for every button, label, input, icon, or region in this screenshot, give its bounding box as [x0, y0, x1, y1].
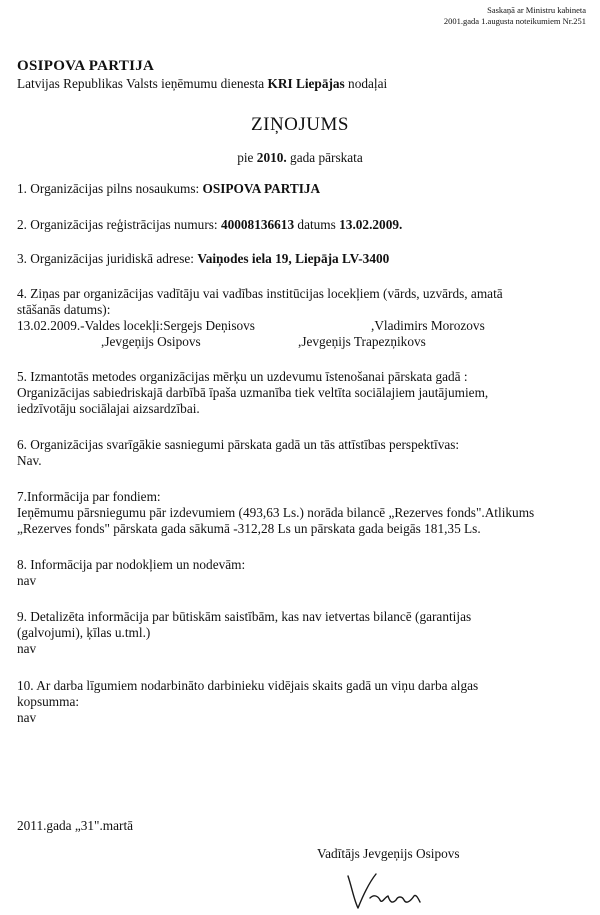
document-subtitle	[0, 150, 600, 166]
item-2	[17, 217, 402, 233]
item-8-line1: 8. Informācija par nodokļiem un nodevām:	[17, 557, 246, 572]
report-year: 2010.	[256, 150, 287, 165]
item-3	[17, 251, 389, 267]
item-1-label: 1. Organizācijas pilns nosaukums:	[17, 181, 203, 196]
item-2-mid: datums	[294, 217, 340, 232]
addressee-prefix: Latvijas Republikas Valsts ieņēmumu dienesta	[17, 76, 268, 91]
addressee-office: KRI Liepājas	[267, 76, 345, 91]
item-1-value: OSIPOVA PARTIJA	[202, 181, 321, 196]
item-2-label: 2. Organizācijas reģistrācijas numurs:	[17, 217, 221, 232]
report-date: 2011.gada „31".martā	[17, 818, 134, 833]
item-6-line1: 6. Organizācijas svarīgākie sasniegumi pārskata gadā un tās attīstības perspektīvas:	[17, 437, 460, 452]
board-member-morozovs: ,Vladimirs Morozovs	[371, 318, 485, 333]
subtitle-prefix: pie	[237, 150, 257, 165]
item-5-line1: 5. Izmantotās metodes organizācijas mērķu un uzdevumu īstenošanai pārskata gadā :	[17, 369, 468, 384]
item-7-line1: 7.Informācija par fondiem:	[17, 489, 161, 504]
item-4-line2: stāšanās datums):	[17, 302, 111, 317]
item-5-line3: iedzīvotāju sociālajai aizsardzībai.	[17, 401, 200, 416]
item-4-line1: 4. Ziņas par organizācijas vadītāju vai vadības institūcijas locekļiem (vārds, uzvārds, amatā	[17, 286, 503, 301]
subtitle-suffix: gada pārskata	[286, 150, 363, 165]
registration-date: 13.02.2009.	[339, 217, 403, 232]
document-title: ZIŅOJUMS	[251, 114, 349, 135]
item-5-line2: Organizācijas sabiedriskajā darbībā īpaša uzmanība tiek veltīta sociālajiem jautājumiem,	[17, 385, 489, 400]
item-10-line2: kopsumma:	[17, 694, 80, 709]
addressee-line	[17, 76, 387, 92]
organization-name: OSIPOVA PARTIJA	[17, 58, 155, 74]
board-members-a: 13.02.2009.-Valdes locekļi:Sergejs Deņisovs	[17, 318, 255, 333]
item-7-line3: „Rezerves fonds" pārskata gada sākumā -312,28 Ls un pārskata gada beigās 181,35 Ls.	[17, 521, 481, 536]
board-member-trapeznikovs: ,Jevgeņijs Trapezņikovs	[298, 334, 426, 349]
item-9-line2: (galvojumi), ķīlas u.tml.)	[17, 625, 151, 640]
item-8-line2: nav	[17, 573, 37, 588]
item-9-line1: 9. Detalizēta informācija par būtiskām saistībām, kas nav ietvertas bilancē (garantijas	[17, 609, 472, 624]
item-9-line3: nav	[17, 641, 37, 656]
item-10-line1: 10. Ar darba līgumiem nodarbināto darbinieku vidējais skaits gadā un viņu darba algas	[17, 678, 479, 693]
item-1	[17, 181, 320, 197]
item-6-line2: Nav.	[17, 453, 42, 468]
registration-number: 40008136613	[220, 217, 295, 232]
signer-line: Vadītājs Jevgeņijs Osipovs	[317, 846, 460, 861]
legal-address: Vaiņodes iela 19, Liepāja LV-3400	[197, 251, 390, 266]
item-7-line2: Ieņēmumu pārsniegumu pār izdevumiem (493,63 Ls.) norāda bilancē „Rezerves fonds".Atlikums	[17, 505, 535, 520]
board-member-osipovs: ,Jevgeņijs Osipovs	[101, 334, 201, 349]
handwritten-signature	[344, 868, 434, 914]
regulation-note-line1: Saskaņā ar Ministru kabineta	[487, 5, 586, 15]
addressee-suffix: nodaļai	[344, 76, 388, 91]
regulation-note-line2: 2001.gada 1.augusta noteikumiem Nr.251	[443, 16, 586, 26]
item-10-line3: nav	[17, 710, 37, 725]
item-3-label: 3. Organizācijas juridiskā adrese:	[17, 251, 198, 266]
